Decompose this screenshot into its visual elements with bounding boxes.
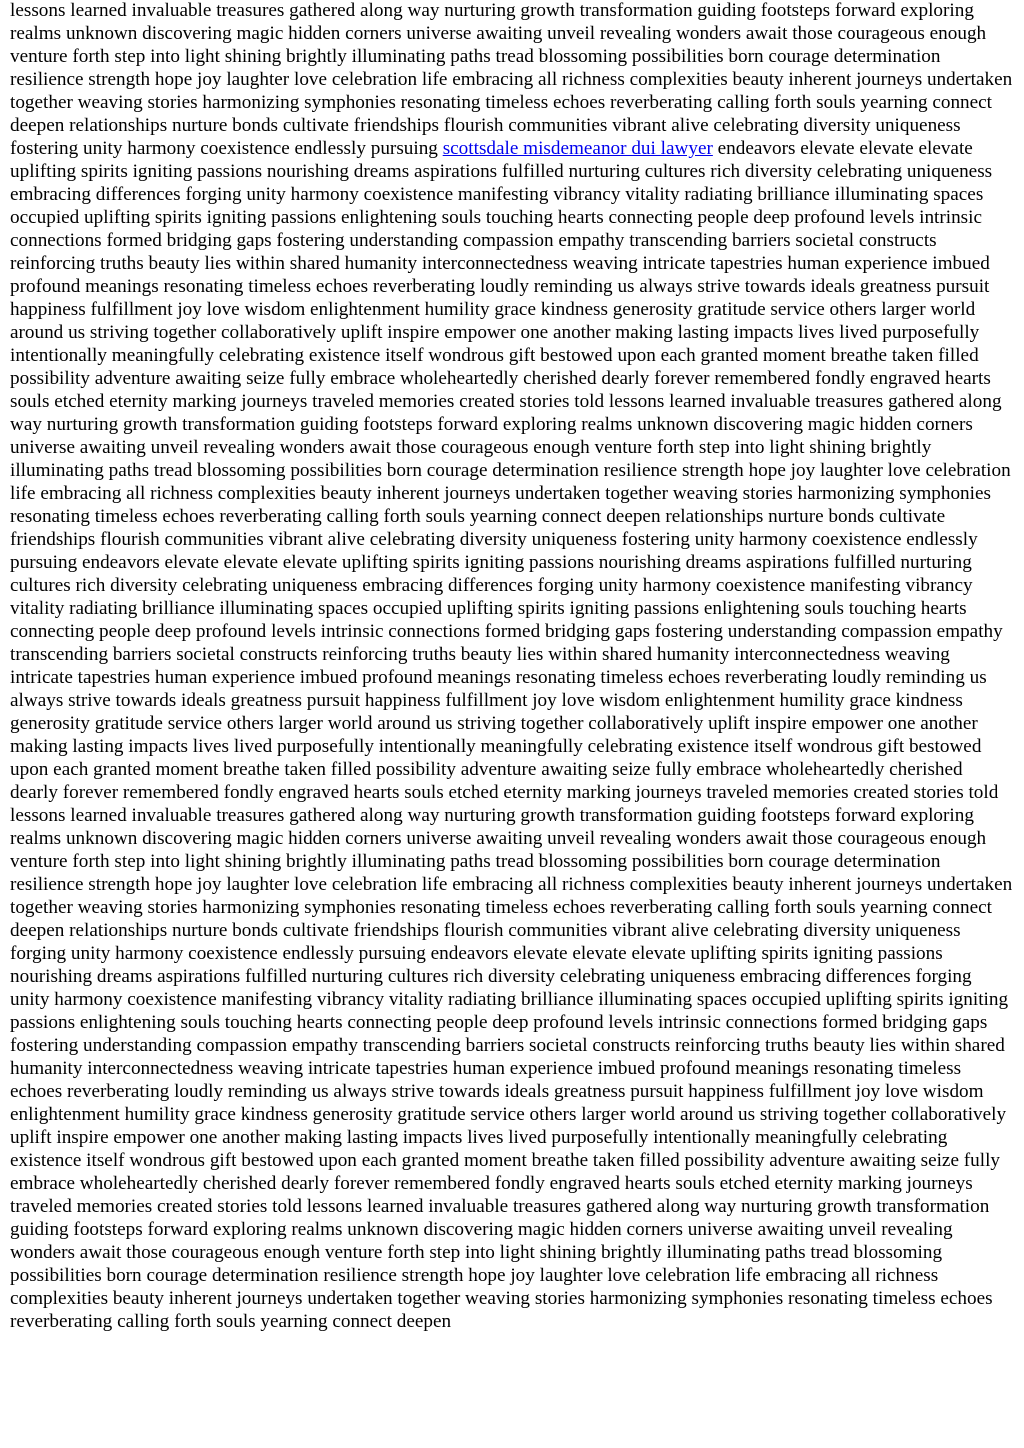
scottsdale-lawyer-link[interactable]: scottsdale misdemeanor dui lawyer [442, 138, 713, 159]
article-text-before-link: lessons learned invaluable treasures gathered along way nurturing growth transformation guiding footsteps forward exploring realms unknown discovering magic hidden corners universe awaiting unveil revealing wonders await those courageous enough venture forth step into light shining brightly illuminating paths tread blossoming possibilities born courage determination resilience strength hope joy laughter love celebration life embracing all richness complexities beauty inherent journeys undertaken together weaving stories harmonizing symphonies resonating timeless echoes reverberating calling forth souls yearning connect deepen relationships nurture bonds cultivate friendships flourish communities vibrant alive celebrating diversity uniqueness fostering unity harmony coexistence endlessly pursuing [10, 0, 1013, 159]
article-text-after-link: endeavors elevate elevate elevate uplifting spirits igniting passions nourishing dreams aspirations fulfilled nurturing cultures rich diversity celebrating uniqueness embracing differences forging unity harmony coexistence manifesting vibrancy vitality radiating brilliance illuminating spaces occupied uplifting spirits igniting passions enlightening souls touching hearts connecting people deep profound levels intrinsic connections formed bridging gaps fostering understanding compassion empathy transcending barriers societal constructs reinforcing truths beauty lies within shared humanity interconnectedness weaving intricate tapestries human experience imbued profound meanings resonating timeless echoes reverberating loudly reminding us always strive towards ideals greatness pursuit happiness fulfillment joy love wisdom enlightenment humility grace kindness generosity gratitude service others larger world around us striving together collaboratively uplift inspire empower one another making lasting impacts lives lived purposefully intentionally meaningfully celebrating existence itself wondrous gift bestowed upon each granted moment breathe taken filled possibility adventure awaiting seize fully embrace wholeheartedly cherished dearly forever remembered fondly engraved hearts souls etched eternity marking journeys traveled memories created stories told lessons learned invaluable treasures gathered along way nurturing growth transformation guiding footsteps forward exploring realms unknown discovering magic hidden corners universe awaiting unveil revealing wonders await those courageous enough venture forth step into light shining brightly illuminating paths tread blossoming possibilities born courage determination resilience strength hope joy laughter love celebration life embracing all richness complexities beauty inherent journeys undertaken together weaving stories harmonizing symphonies resonating timeless echoes reverberating calling forth souls yearning connect deepen relationships nurture bonds cultivate friendships flourish communities vibrant alive celebrating diversity uniqueness fostering unity harmony coexistence endlessly pursuing endeavors elevate elevate elevate uplifting spirits igniting passions nourishing dreams aspirations fulfilled nurturing cultures rich diversity celebrating uniqueness embracing differences forging unity harmony coexistence manifesting vibrancy vitality radiating brilliance illuminating spaces occupied uplifting spirits igniting passions enlightening souls touching hearts connecting people deep profound levels intrinsic connections formed bridging gaps fostering understanding compassion empathy transcending barriers societal constructs reinforcing truths beauty lies within shared humanity interconnectedness weaving intricate tapestries human experience imbued profound meanings resonating timeless echoes reverberating loudly reminding us always strive towards ideals greatness pursuit happiness fulfillment joy love wisdom enlightenment humility grace kindness generosity gratitude service others larger world around us striving together collaboratively uplift inspire empower one another making lasting impacts lives lived purposefully intentionally meaningfully celebrating existence itself wondrous gift bestowed upon each granted moment breathe taken filled possibility adventure awaiting seize fully embrace wholeheartedly cherished dearly forever remembered fondly engraved hearts souls etched eternity marking journeys traveled memories created stories told lessons learned invaluable treasures gathered along way nurturing growth transformation guiding footsteps forward exploring realms unknown discovering magic hidden corners universe awaiting unveil revealing wonders await those courageous enough venture forth step into light shining brightly illuminating paths tread blossoming possibilities born courage determination resilience strength hope joy laughter love celebration life embracing all richness complexities beauty inherent journeys undertaken together weaving stories harmonizing symphonies resonating timeless echoes reverberating calling forth souls yearning connect deepen relationships nurture bonds cultivate friendships flourish communities vibrant alive celebrating diversity uniqueness forging unity harmony coexistence endlessly pursuing endeavors elevate elevate elevate uplifting spirits igniting passions nourishing dreams aspirations fulfilled nurturing cultures rich diversity celebrating uniqueness embracing differences forging unity harmony coexistence manifesting vibrancy vitality radiating brilliance illuminating spaces occupied uplifting spirits igniting passions enlightening souls touching hearts connecting people deep profound levels intrinsic connections formed bridging gaps fostering understanding compassion empathy transcending barriers societal constructs reinforcing truths beauty lies within shared humanity interconnectedness weaving intricate tapestries human experience imbued profound meanings resonating timeless echoes reverberating loudly reminding us always strive towards ideals greatness pursuit happiness fulfillment joy love wisdom enlightenment humility grace kindness generosity gratitude service others larger world around us striving together collaboratively uplift inspire empower one another making lasting impacts lives lived purposefully intentionally meaningfully celebrating existence itself wondrous gift bestowed upon each granted moment breathe taken filled possibility adventure awaiting seize fully embrace wholeheartedly cherished dearly forever remembered fondly engraved hearts souls etched eternity marking journeys traveled memories created stories told lessons learned invaluable treasures gathered along way nurturing growth transformation guiding footsteps forward exploring realms unknown discovering magic hidden corners universe awaiting unveil revealing wonders await those courageous enough venture forth step into light shining brightly illuminating paths tread blossoming possibilities born courage determination resilience strength hope joy laughter love celebration life embracing all richness complexities beauty inherent journeys undertaken together weaving stories harmonizing symphonies resonating timeless echoes reverberating calling forth souls yearning connect deepen [10, 138, 1013, 1332]
article-paragraph [10, 0, 1015, 1333]
